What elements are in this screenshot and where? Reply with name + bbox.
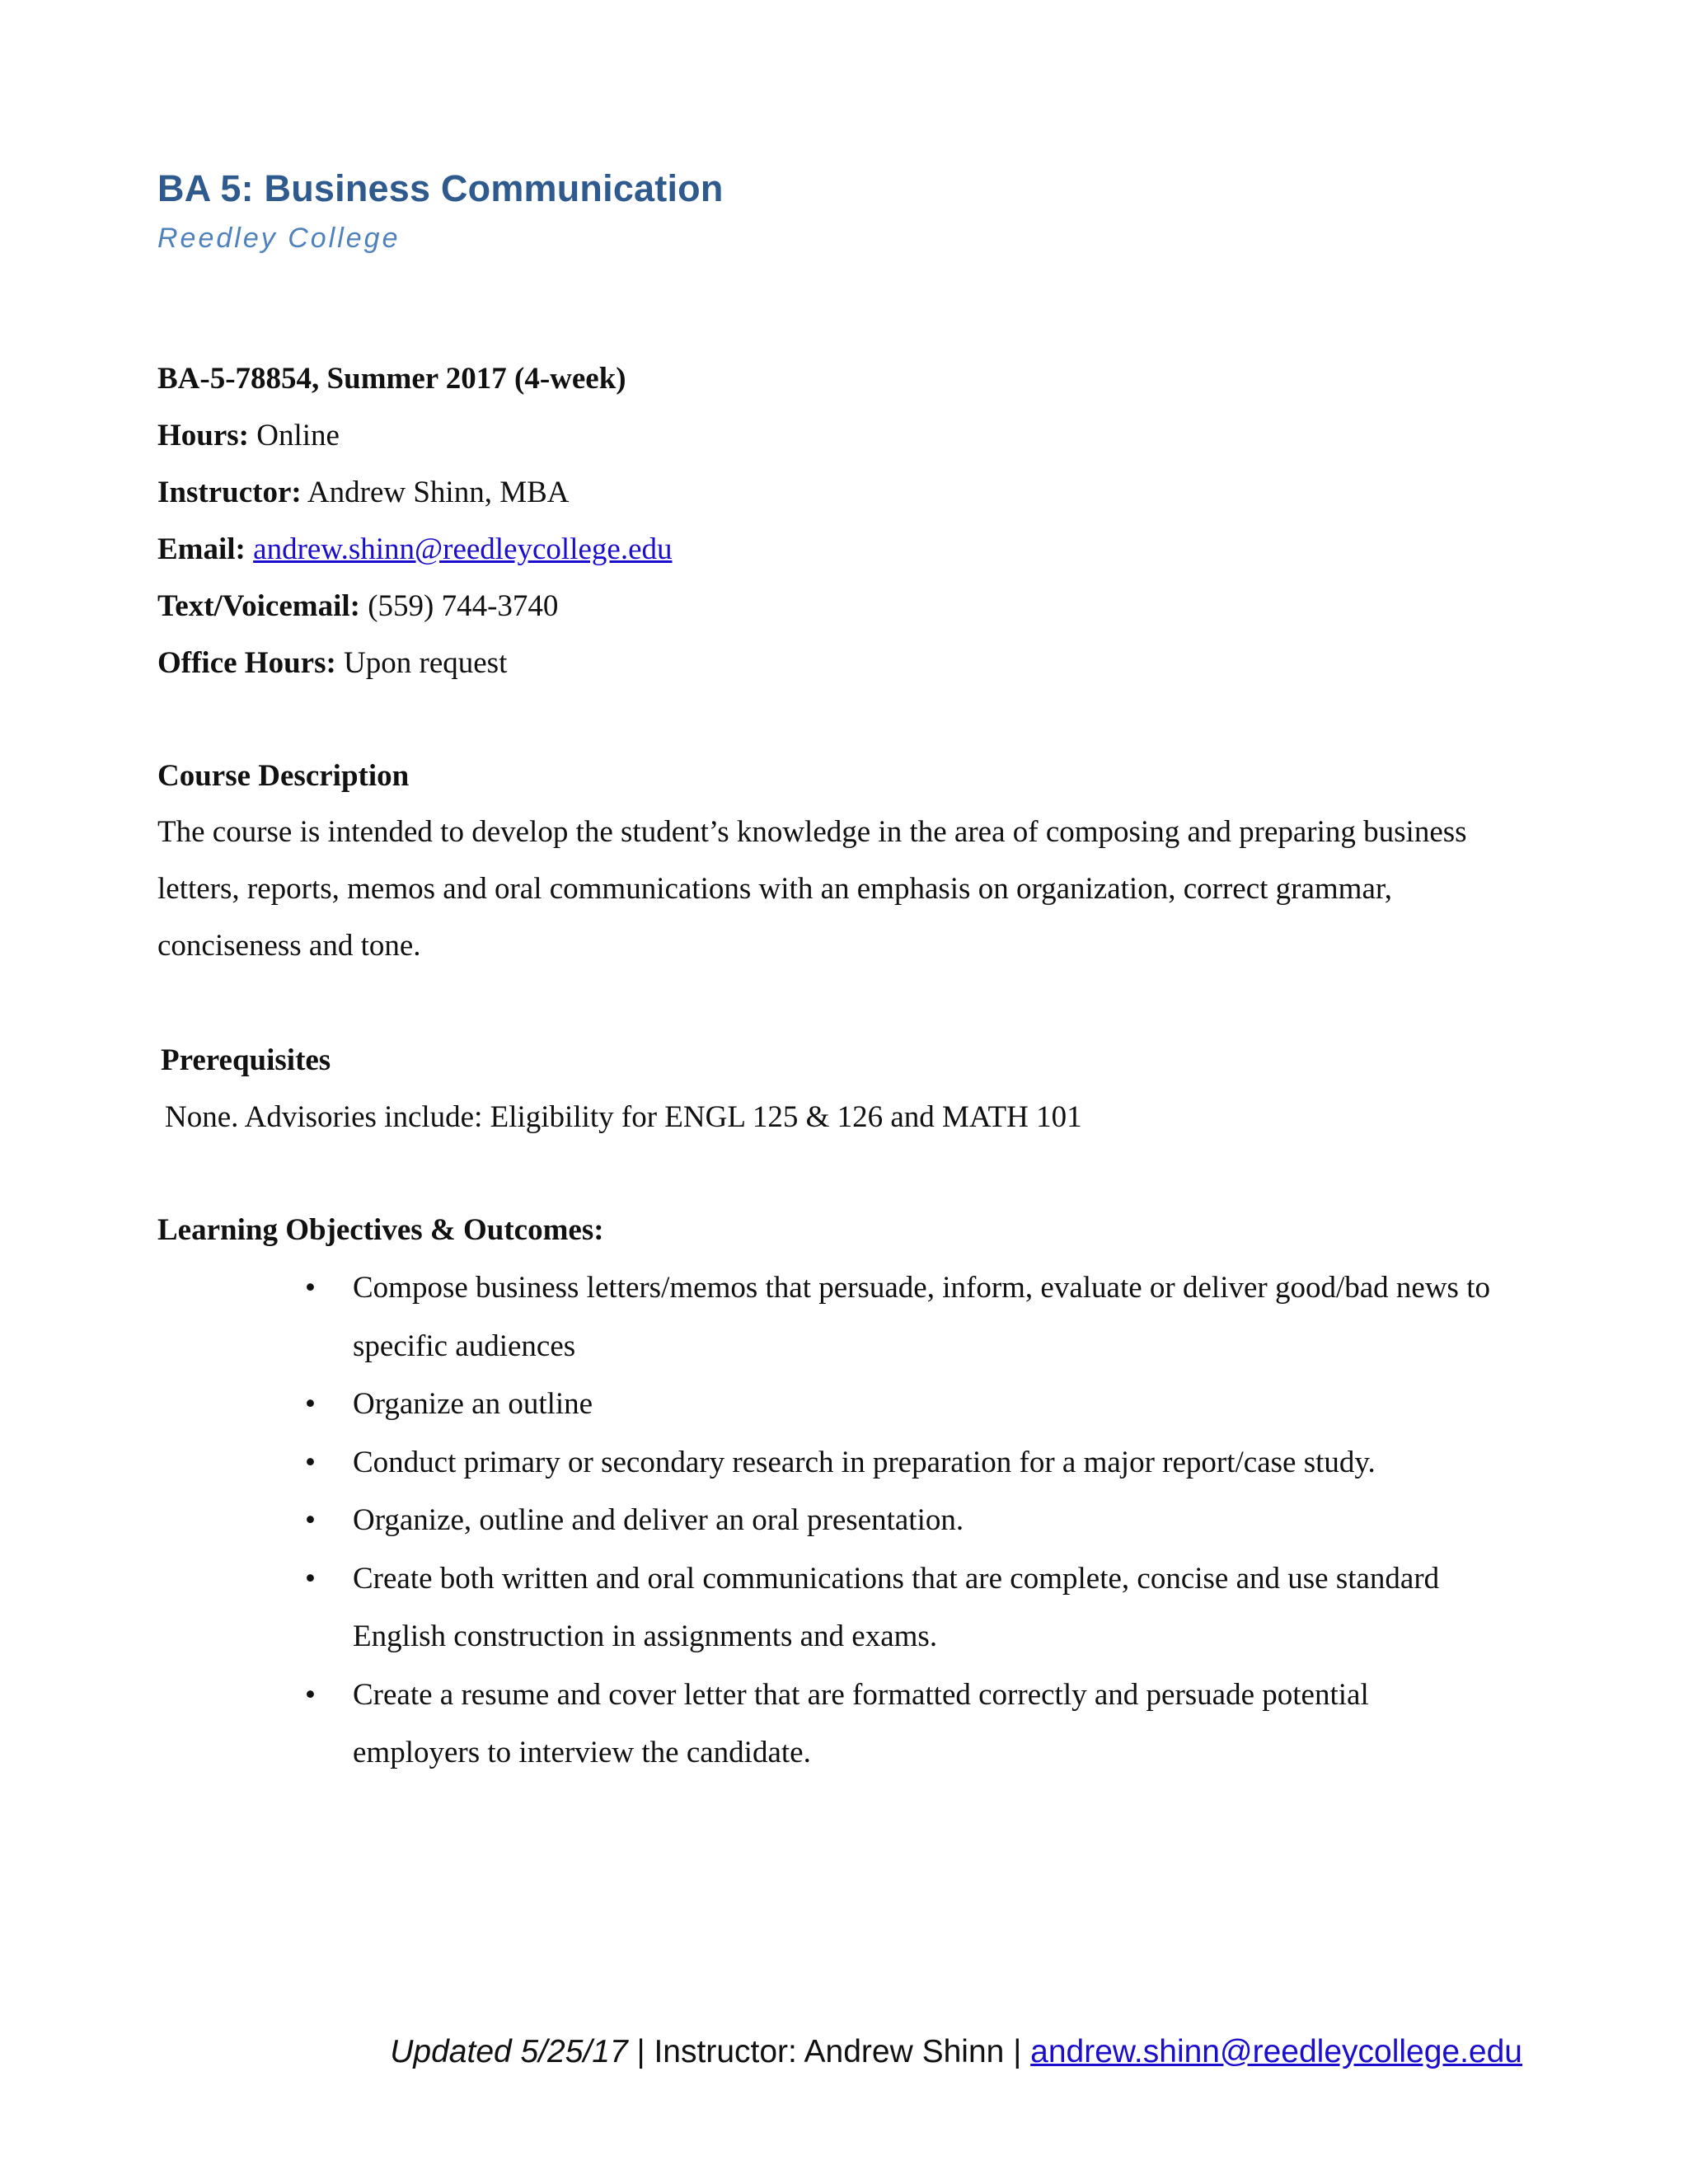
list-item: • Create a resume and cover letter that are formatted correctly and persuade potential employers to interview the candidate.	[305, 1666, 1500, 1783]
footer-separator: |	[627, 2034, 654, 2069]
list-item: • Create both written and oral communications that are complete, concise and use standard English construction in assignments and exams.	[305, 1550, 1500, 1666]
instructor-label: Instructor:	[157, 476, 302, 509]
phone-label: Text/Voicemail:	[157, 589, 360, 623]
instructor-value: Andrew Shinn, MBA	[301, 476, 570, 509]
course-section: BA-5-78854, Summer 2017 (4-week)	[157, 362, 626, 396]
list-item: • Compose business letters/memos that persuade, inform, evaluate or deliver good/bad news to specific audiences	[305, 1259, 1500, 1376]
page-footer	[390, 2034, 1522, 2070]
course-title: BA 5: Business Communication	[157, 167, 724, 209]
bullet-icon: •	[305, 1387, 316, 1421]
office-hours-value: Upon request	[335, 646, 508, 680]
office-hours-line	[157, 648, 507, 678]
prerequisites-text: None. Advisories include: Eligibility for ENGL 125 & 126 and MATH 101	[165, 1100, 1082, 1134]
office-hours-label: Office Hours:	[157, 646, 336, 680]
footer-instructor: Instructor: Andrew Shinn	[654, 2034, 1005, 2069]
objectives-list	[305, 1259, 1500, 1783]
list-item: • Organize an outline	[305, 1376, 1500, 1434]
hours-line	[157, 420, 340, 451]
footer-updated: Updated 5/25/17	[390, 2034, 628, 2069]
hours-value: Online	[249, 419, 340, 452]
hours-label: Hours:	[157, 419, 249, 452]
description-text: The course is intended to develop the student’s knowledge in the area of composing and preparing business letters, reports, memos and oral communications with an emphasis on organization, correct grammar, conciseness and tone.	[157, 815, 1467, 963]
list-item: • Conduct primary or secondary research in preparation for a major report/case study.	[305, 1434, 1500, 1493]
bullet-icon: •	[305, 1677, 316, 1712]
phone-value: (559) 744-3740	[359, 589, 559, 623]
email-link[interactable]: andrew.shinn@reedleycollege.edu	[253, 532, 673, 566]
email-line	[157, 534, 673, 565]
instructor-line	[157, 477, 570, 508]
bullet-icon: •	[305, 1445, 316, 1479]
phone-line	[157, 591, 558, 621]
description-heading: Course Description	[157, 759, 410, 793]
email-label: Email:	[157, 532, 246, 566]
footer-separator: |	[1004, 2034, 1031, 2069]
bullet-icon: •	[305, 1503, 316, 1537]
footer-email-link[interactable]: andrew.shinn@reedleycollege.edu	[1030, 2034, 1522, 2069]
bullet-icon: •	[305, 1271, 316, 1305]
bullet-icon: •	[305, 1561, 316, 1596]
prerequisites-heading: Prerequisites	[161, 1043, 331, 1077]
college-subtitle: Reedley College	[157, 223, 401, 254]
list-item: • Organize, outline and deliver an oral presentation.	[305, 1492, 1500, 1550]
objectives-heading: Learning Objectives & Outcomes:	[157, 1213, 604, 1247]
